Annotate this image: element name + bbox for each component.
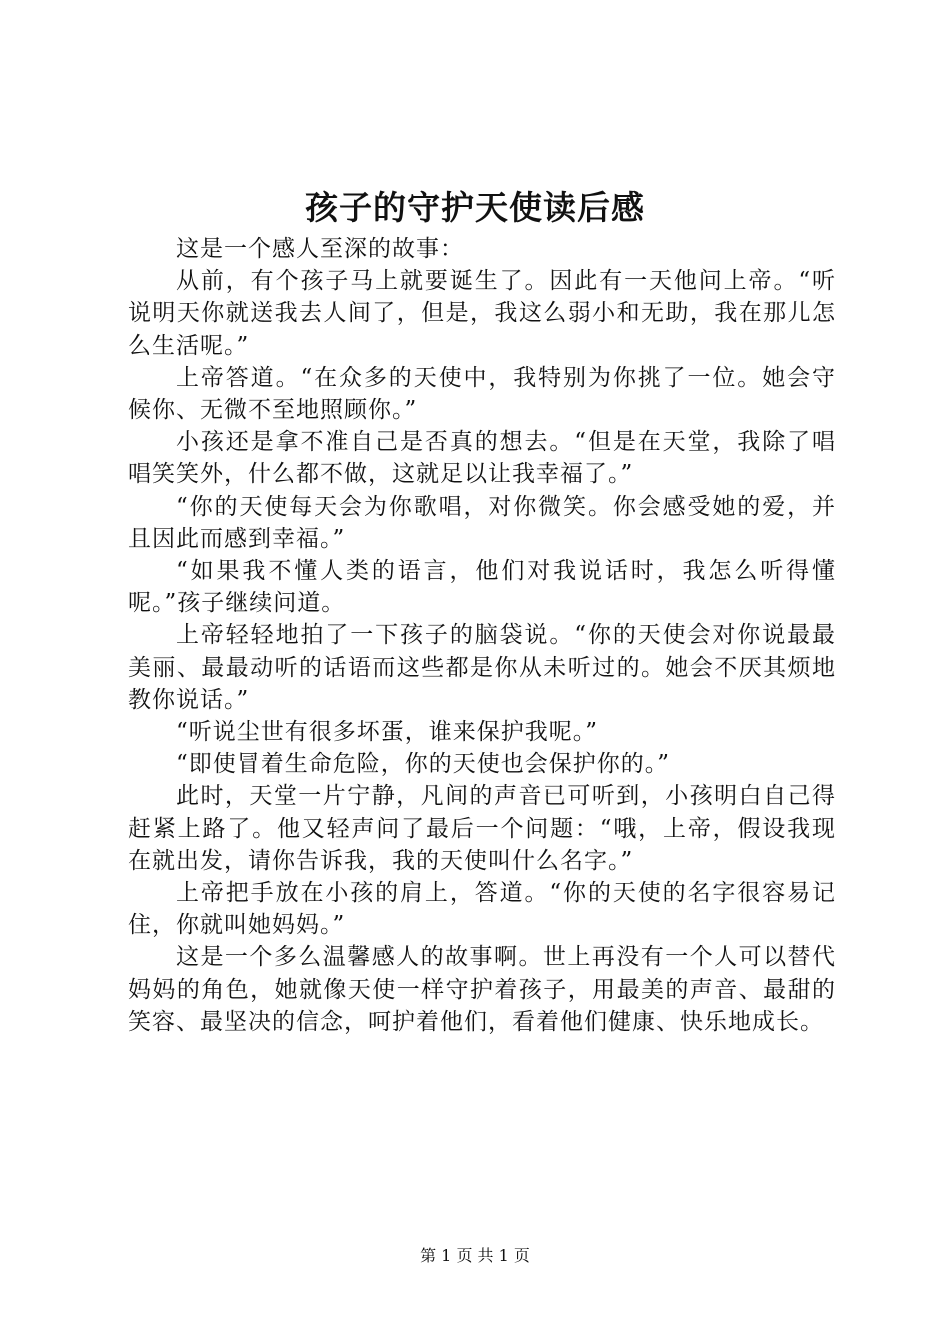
page-title: 孩子的守护天使读后感 [305, 188, 645, 227]
paragraph: 这是一个多么温馨感人的故事啊。世上再没有一个人可以替代妈妈的角色，她就像天使一样守护着孩子，用最美的声音、最甜的笑容、最坚决的信念，呵护着他们，看着他们健康、快乐地成长。 [128, 944, 836, 1035]
paragraph: 小孩还是拿不准自己是否真的想去。“但是在天堂，我除了唱唱笑笑外，什么都不做，这就足以让我幸福了。” [128, 429, 836, 488]
paragraph: “你的天使每天会为你歌唱，对你微笑。你会感受她的爱，并且因此而感到幸福。” [128, 493, 836, 552]
paragraph: “如果我不懂人类的语言，他们对我说话时，我怎么听得懂呢。”孩子继续问道。 [128, 558, 836, 617]
paragraph: 上帝把手放在小孩的肩上，答道。“你的天使的名字很容易记住，你就叫她妈妈。” [128, 880, 836, 939]
page-number-footer: 第 1 页 共 1 页 [420, 1246, 530, 1265]
paragraph: 此时，天堂一片宁静，凡间的声音已可听到，小孩明白自己得赶紧上路了。他又轻声问了最后一个问题：“哦，上帝，假设我现在就出发，请你告诉我，我的天使叫什么名字。” [128, 783, 836, 874]
paragraph: “听说尘世有很多坏蛋，谁来保护我呢。” [176, 719, 599, 746]
paragraph: 从前，有个孩子马上就要诞生了。因此有一天他问上帝。“听说明天你就送我去人间了，但是，我这么弱小和无助，我在那儿怎么生活呢。” [128, 268, 836, 359]
paragraph: 这是一个感人至深的故事： [176, 236, 464, 262]
paragraph: 上帝答道。“在众多的天使中，我特别为你挑了一位。她会守候你、无微不至地照顾你。” [128, 364, 836, 424]
paragraph: 上帝轻轻地拍了一下孩子的脑袋说。“你的天使会对你说最最美丽、最最动听的话语而这些都是你从未听过的。她会不厌其烦地教你说话。” [128, 622, 836, 713]
paragraph: “即使冒着生命危险，你的天使也会保护你的。” [176, 751, 671, 778]
document-body [128, 233, 836, 1038]
